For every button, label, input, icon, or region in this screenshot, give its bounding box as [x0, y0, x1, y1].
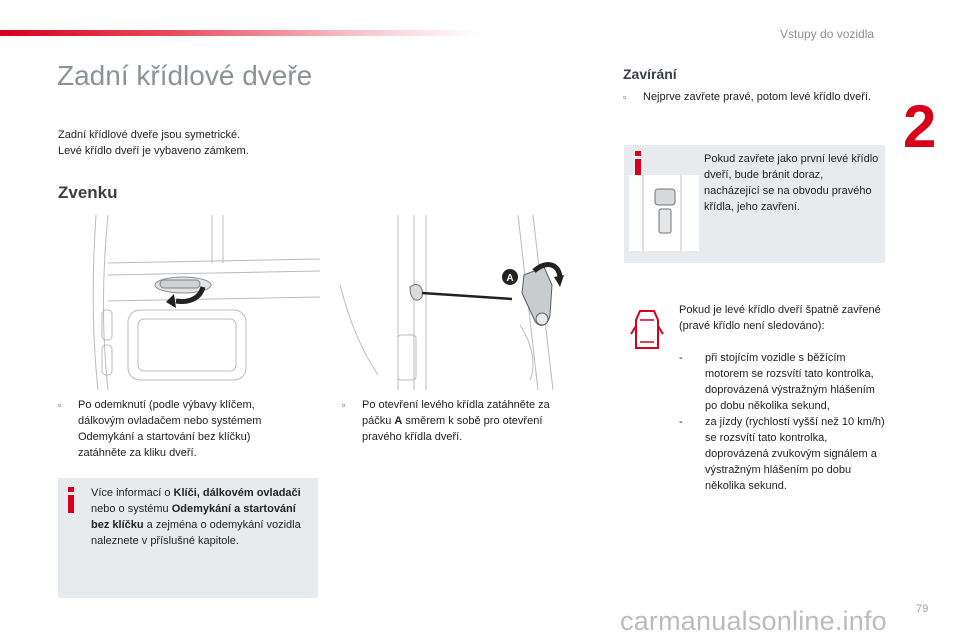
chapter-number: 2: [903, 93, 937, 160]
info-icon: [66, 487, 76, 518]
warning-item-text: za jízdy (rychlostí vyšší než 10 km/h) se rozsvítí tato kontrolka, doprovázená zvukovým signálem a výstražným hlášením po dobu několika sekund.: [705, 416, 885, 492]
intro-line-2: Levé křídlo dveří je vybaveno zámkem.: [58, 145, 249, 157]
bullet-lever-text: [342, 397, 582, 445]
warning-item-text: při stojícím vozidle s běžícím motorem se rozsvítí tato kontrolka, doprovázená výstražným hlášením po dobu několika sekund,: [705, 352, 875, 412]
door-stop-illustration: [629, 175, 699, 251]
bullet-closing-order: [623, 89, 878, 105]
intro-text: [58, 127, 249, 159]
bullet-unlock-text: Po odemknutí (podle výbavy klíčem, dálkovým ovladačem nebo systémem Odemykání a startování bez klíčku) zatáhněte za kliku dveří.: [78, 399, 262, 459]
lever-a-illustration: [338, 215, 566, 390]
bullet-marker: ▫: [623, 92, 627, 102]
lever-a-drawing: [338, 215, 566, 390]
bullet-lever-a: [342, 397, 582, 445]
info-closing-text: Pokud zavřete jako první levé křídlo dveří, bude bránit doraz, nacházející se na obvodu pravého křídla, jeho zavření.: [704, 153, 879, 213]
info-box-keys: [58, 478, 318, 598]
door-handle-drawing: [88, 215, 320, 390]
lever-text-bold: A: [394, 415, 403, 427]
door-open-warning-icon: [630, 308, 664, 357]
info-text-part: a zejména o odemykání vozidla naleznete v příslušné kapitole.: [91, 519, 301, 547]
info-link-keyless: Odemykání a startování bez klíčku: [91, 503, 296, 531]
watermark: carmanualsonline.info: [620, 606, 887, 636]
page-title: Zadní křídlové dveře: [57, 60, 313, 91]
info-box-closing: [624, 145, 885, 263]
warning-list: [679, 350, 889, 494]
intro-line-1: Zadní křídlové dveře jsou symetrické.: [58, 129, 241, 141]
bullet-closing-text: Nejprve zavřete pravé, potom levé křídlo dveří.: [643, 91, 872, 103]
bullet-unlock-handle: [58, 397, 298, 461]
page-number: 79: [916, 603, 929, 615]
warning-item-driving: [679, 414, 889, 494]
callout-a-label: A: [506, 273, 514, 284]
warning-intro: Pokud je levé křídlo dveří špatně zavřené (pravé křídlo není sledováno):: [679, 304, 881, 332]
section-title: Vstupy do vozidla: [780, 27, 875, 41]
outside-heading: Zvenku: [58, 183, 118, 202]
bullet-marker: ▫: [342, 400, 346, 410]
list-dash: -: [679, 416, 683, 428]
list-dash: -: [679, 352, 683, 364]
info-text-part: nebo o systému: [91, 503, 172, 515]
header-accent-bar: [0, 30, 480, 36]
info-keys-text: [91, 485, 309, 549]
lever-text-before: Po otevření levého křídla zatáhněte za páčku: [362, 399, 550, 427]
info-text-part: Více informací o: [91, 487, 174, 499]
closing-heading: Zavírání: [623, 66, 677, 82]
lever-text-after: směrem k sobě pro otevření pravého křídla dveří.: [362, 415, 543, 443]
door-handle-illustration: [88, 215, 320, 390]
bullet-marker: ▫: [58, 400, 62, 410]
info-link-keys: Klíči, dálkovém ovladači: [173, 487, 301, 499]
warning-item-stationary: [679, 350, 889, 414]
